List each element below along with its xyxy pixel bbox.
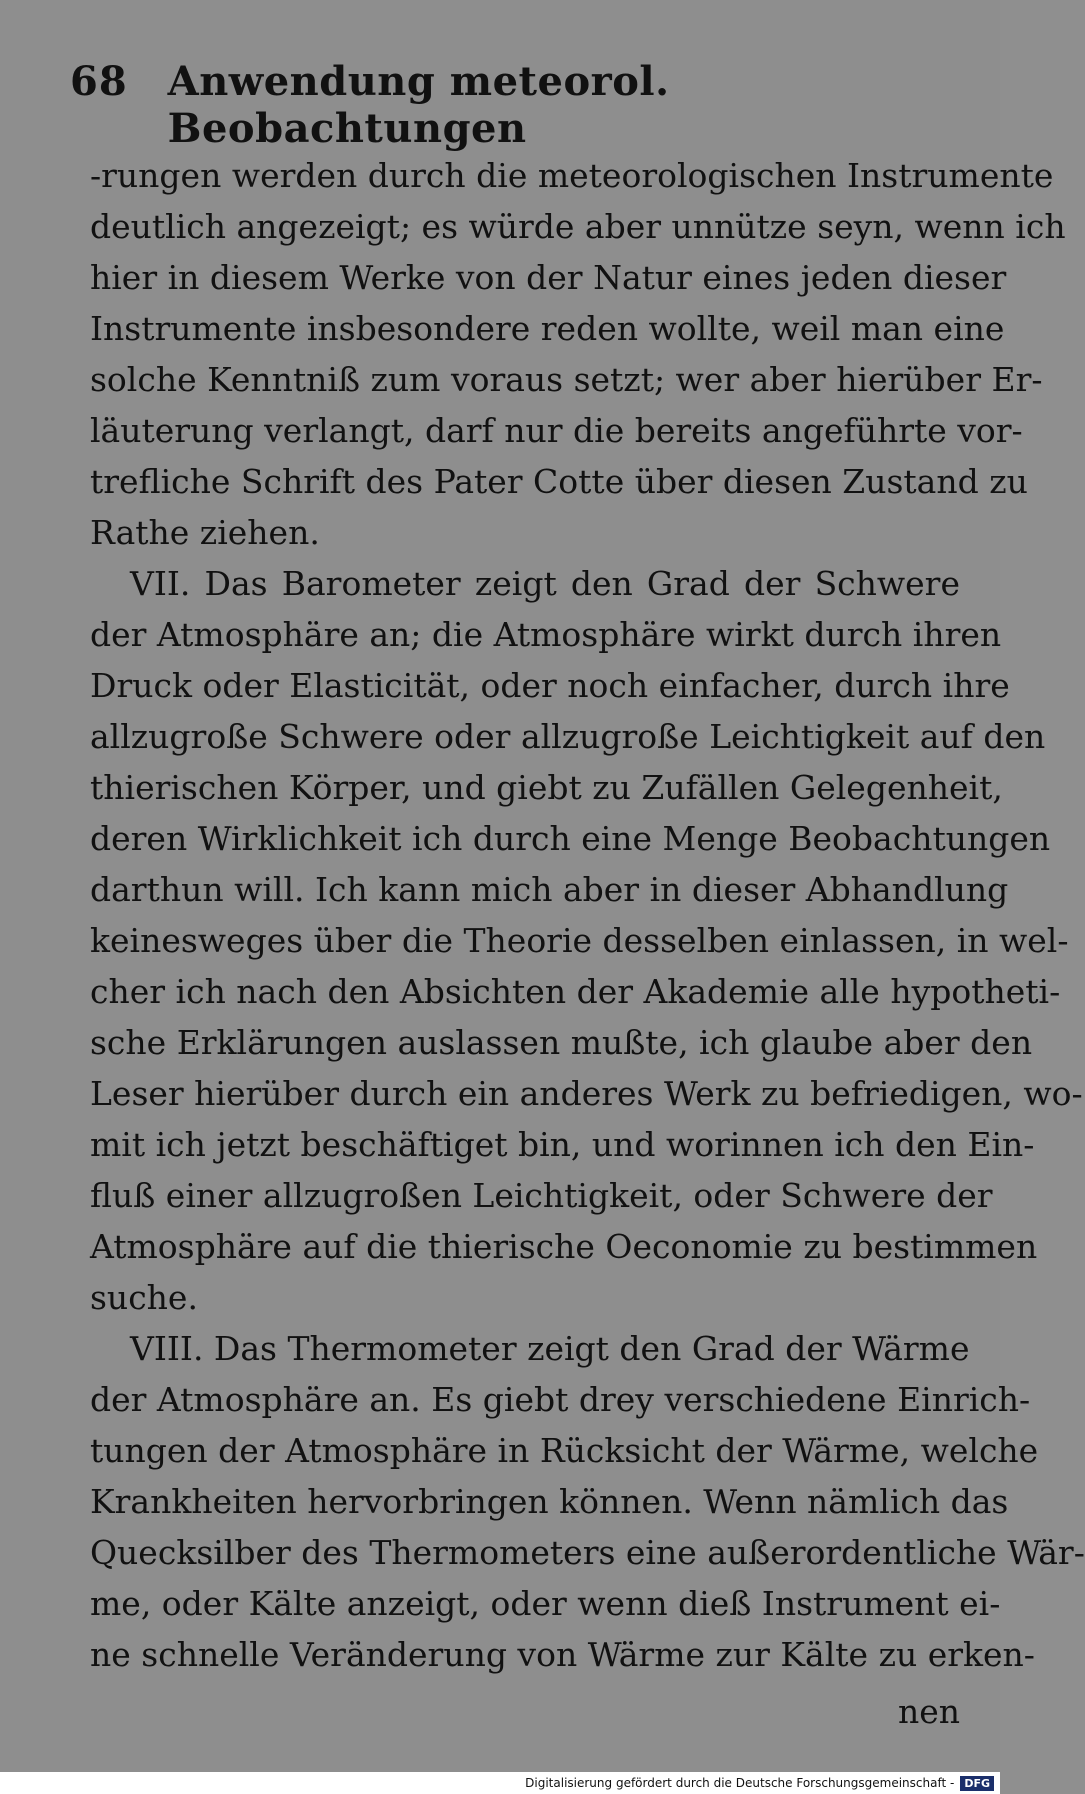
text-line: -rungen werden durch die meteorologischen Instrumente: [90, 156, 1054, 195]
text-line: deren Wirklichkeit ich durch eine Menge Beobachtungen: [90, 819, 1051, 858]
paragraph-viii: [90, 1323, 1085, 1680]
text-line: suche.: [90, 1278, 198, 1317]
text-line: Rathe ziehen.: [90, 513, 320, 552]
text-line: sche Erklärungen auslassen mußte, ich glaube aber den: [90, 1023, 1033, 1062]
text-line: solche Kenntniß zum voraus setzt; wer aber hierüber Er-: [90, 360, 1043, 399]
text-line: darthun will. Ich kann mich aber in dieser Abhandlung: [90, 870, 1009, 909]
text-line: cher ich nach den Absichten der Akademie alle hypotheti-: [90, 972, 1061, 1011]
text-line: ne schnelle Veränderung von Wärme zur Kälte zu erken-: [90, 1635, 1035, 1674]
running-head: Anwendung meteorol. Beobachtungen: [167, 58, 670, 152]
text-line: Atmosphäre auf die thierische Oeconomie zu bestimmen: [90, 1227, 1038, 1266]
page-number: 68: [70, 58, 128, 105]
digitization-footer: [0, 1772, 1000, 1794]
body-text: [90, 150, 1085, 1737]
text-line: deutlich angezeigt; es würde aber unnütze seyn, wenn ich: [90, 207, 1066, 246]
text-line: trefliche Schrift des Pater Cotte über diesen Zustand zu: [90, 462, 1028, 501]
text-line: Quecksilber des Thermometers eine außerordentliche Wär-: [90, 1533, 1085, 1572]
text-line: Leser hierüber durch ein anderes Werk zu befriedigen, wo-: [90, 1074, 1083, 1113]
text-line: allzugroße Schwere oder allzugroße Leichtigkeit auf den: [90, 717, 1046, 756]
paragraph-vii: [90, 558, 1083, 1323]
page-header: [70, 58, 950, 152]
text-line: me, oder Kälte anzeigt, oder wenn dieß Instrument ei-: [90, 1584, 1001, 1623]
text-line: läuterung verlangt, darf nur die bereits angeführte vor-: [90, 411, 1023, 450]
text-line: keinesweges über die Theorie desselben einlassen, in wel-: [90, 921, 1069, 960]
text-line: VIII. Das Thermometer zeigt den Grad der Wärme: [130, 1329, 970, 1368]
catchword: nen: [897, 1692, 960, 1731]
text-line: der Atmosphäre an; die Atmosphäre wirkt durch ihren: [90, 615, 1002, 654]
text-line: mit ich jetzt beschäftiget bin, und worinnen ich den Ein-: [90, 1125, 1035, 1164]
text-line: fluß einer allzugroßen Leichtigkeit, oder Schwere der: [90, 1176, 993, 1215]
text-line: der Atmosphäre an. Es giebt drey verschiedene Einrich-: [90, 1380, 1031, 1419]
text-line: thierischen Körper, und giebt zu Zufällen Gelegenheit,: [90, 768, 1003, 807]
paragraph-1: [90, 150, 1066, 558]
dfg-logo: DFG: [960, 1776, 994, 1791]
text-line: VII. Das Barometer zeigt den Grad der Schwere: [130, 564, 960, 603]
text-line: hier in diesem Werke von der Natur eines jeden dieser: [90, 258, 1007, 297]
text-line: Druck oder Elasticität, oder noch einfacher, durch ihre: [90, 666, 1010, 705]
text-line: Krankheiten hervorbringen können. Wenn nämlich das: [90, 1482, 1009, 1521]
text-line: tungen der Atmosphäre in Rücksicht der Wärme, welche: [90, 1431, 1039, 1470]
text-line: Instrumente insbesondere reden wollte, weil man eine: [90, 309, 1005, 348]
footer-credit: Digitalisierung gefördert durch die Deutsche Forschungsgemeinschaft -: [525, 1776, 955, 1790]
